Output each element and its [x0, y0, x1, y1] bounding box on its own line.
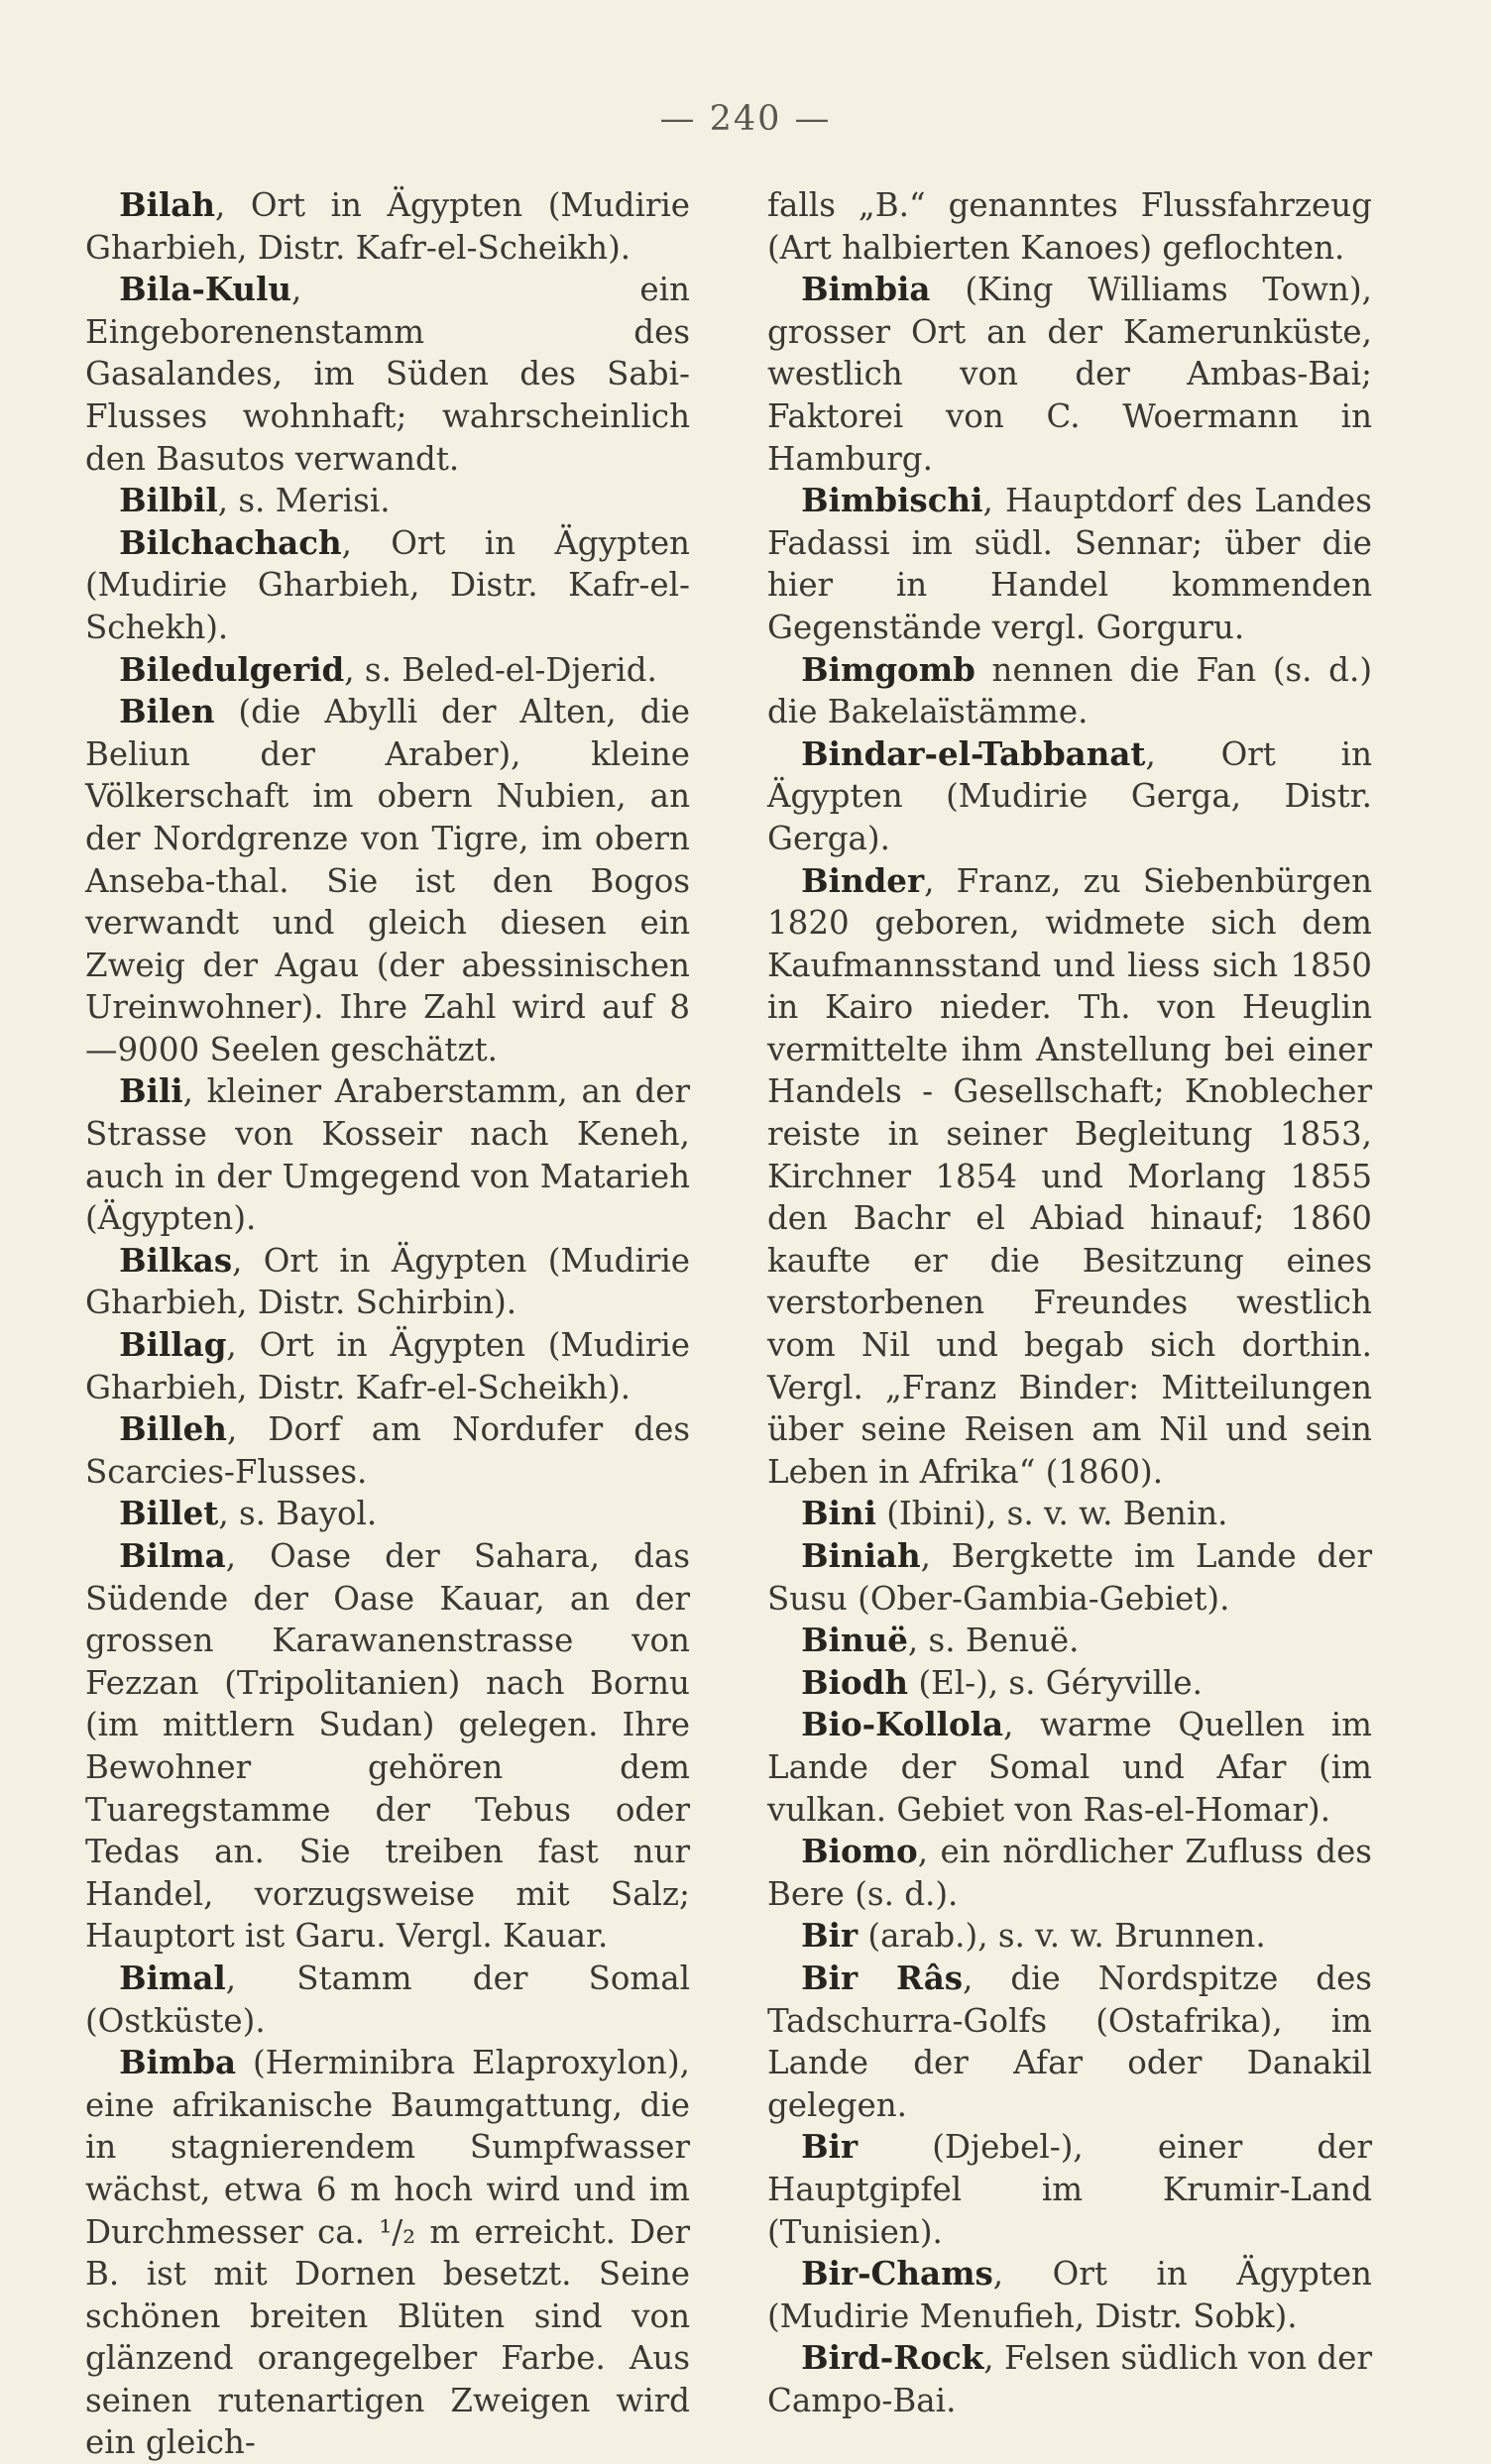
entry-headword: Binuë — [801, 1621, 908, 1660]
entry-text: , Ort in Ägypten (Mudirie Menufieh, Distr. Sobk). — [767, 2255, 1372, 2335]
entry-headword: Bimba — [119, 2043, 237, 2082]
dictionary-entry — [767, 733, 1372, 860]
entry-headword: Binder — [801, 860, 925, 900]
entry-text: (Herminibra Elaproxylon), eine afrikanische Baumgattung, die in stagnierendem Sumpfwasser wächst, etwa 6 m hoch wird und im Durchmesser ca. ¹/₂ m erreicht. Der B. ist mit Dornen besetzt. Seine schönen breiten Blüten sind von glänzend orangegelber Farbe. Aus seinen rutenartigen Zweigen wird ein gleich- — [85, 2044, 690, 2462]
dictionary-entry — [767, 1915, 1372, 1958]
entry-text: (die Abylli der Alten, die Beliun der Araber), kleine Völkerschaft im obern Nubien, an der Nordgrenze von Tigre, im obern Anseba-thal. Sie ist den Bogos verwandt und gleich diesen ein Zweig der Agau (der abessinischen Ureinwohner). Ihre Zahl wird auf 8—9000 Seelen geschätzt. — [85, 693, 690, 1068]
entry-text: , ein Eingeborenenstamm des Gasalandes, im Süden des Sabi-Flusses wohnhaft; wahrscheinlich den Basutos verwandt. — [85, 271, 690, 478]
dictionary-entry — [767, 2253, 1372, 2337]
entry-text: , die Nordspitze des Tadschurra-Golfs (Ostafrika), im Lande der Afar oder Danakil gelegen. — [767, 1959, 1372, 2124]
entry-headword: Bilen — [119, 692, 215, 731]
dictionary-entry — [767, 1493, 1372, 1535]
dictionary-entry — [767, 1831, 1372, 1915]
dictionary-entry — [767, 2126, 1372, 2253]
entry-headword: Bir Râs — [801, 1958, 964, 1997]
entry-headword: Biomo — [801, 1832, 918, 1871]
entry-text: , s. Merisi. — [217, 482, 391, 520]
dictionary-entry — [85, 269, 690, 480]
entry-text: , s. Benuë. — [907, 1622, 1080, 1660]
entry-text: (El-), s. Géryville. — [907, 1663, 1203, 1702]
entry-headword: Billeh — [119, 1409, 227, 1449]
entry-headword: Bila-Kulu — [119, 270, 291, 309]
entry-headword: Bindar-el-Tabbanat — [801, 733, 1146, 773]
entry-headword: Bio-Kollola — [801, 1705, 1004, 1744]
entry-headword: Bir — [801, 2127, 859, 2167]
dictionary-entry — [85, 691, 690, 1070]
entry-text: (King Williams Town), grosser Ort an der Kamerunküste, westlich von der Ambas-Bai; Faktorei von C. Woermann in Hamburg. — [767, 271, 1372, 478]
entry-headword: Bini — [801, 1494, 876, 1533]
entry-text: (Ibini), s. v. w. Benin. — [875, 1495, 1228, 1533]
dictionary-entry — [85, 649, 690, 692]
left-column — [85, 184, 690, 2464]
dictionary-entry — [767, 649, 1372, 733]
dictionary-entry — [767, 860, 1372, 1494]
entry-text: , Ort in Ägypten (Mudirie Gharbieh, Distr. Schirbin). — [85, 1241, 690, 1322]
entry-text: , Ort in Ägypten (Mudirie Gharbieh, Distr. Kafr-el-Scheikh). — [85, 1326, 690, 1406]
entry-text: , kleiner Araberstamm, an der Strasse von Kosseir nach Keneh, auch in der Umgegend von Matarieh (Ägypten). — [85, 1072, 690, 1238]
entry-headword: Bird-Rock — [801, 2338, 984, 2378]
entry-text: nennen die Fan (s. d.) die Bakelaïstämme. — [767, 650, 1372, 731]
entry-text: , Oase der Sahara, das Südende der Oase Kauar, an der grossen Karawanenstrasse von Fezzan (Tripolitanien) nach Bornu (im mittlern Sudan) gelegen. Ihre Bewohner gehören dem Tuaregstamme der Tebus oder Tedas an. Sie treiben fast nur Handel, vorzugsweise mit Salz; Hauptort ist Garu. Vergl. Kauar. — [85, 1537, 690, 1956]
dictionary-entry — [767, 1620, 1372, 1662]
entry-headword: Bilbil — [119, 481, 218, 520]
entry-headword: Bilah — [119, 185, 215, 224]
entry-headword: Billag — [119, 1325, 227, 1365]
page-number: — 240 — — [659, 99, 832, 139]
entry-headword: Bimgomb — [801, 649, 975, 689]
entry-text: , Bergkette im Lande der Susu (Ober-Gambia-Gebiet). — [767, 1537, 1372, 1618]
entry-headword: Bilkas — [119, 1240, 233, 1280]
dictionary-entry-continuation — [767, 184, 1372, 269]
entry-headword: Billet — [119, 1494, 219, 1533]
entry-headword: Biledulgerid — [119, 649, 345, 689]
dictionary-entry — [767, 1958, 1372, 2126]
entry-headword: Bimbischi — [801, 481, 983, 520]
entry-text: , ein nördlicher Zufluss des Bere (s. d.). — [767, 1833, 1372, 1913]
dictionary-entry — [85, 480, 690, 522]
entry-text: , s. Bayol. — [218, 1495, 378, 1533]
dictionary-entry — [85, 1493, 690, 1535]
entry-text: , Hauptdorf des Landes Fadassi im südl. Sennar; über die hier in Handel kommenden Gegenstände vergl. Gorguru. — [767, 482, 1372, 646]
entry-text: , Ort in Ägypten (Mudirie Gerga, Distr. Gerga). — [767, 734, 1372, 857]
entry-text: , Stamm der Somal (Ostküste). — [85, 1959, 690, 2040]
entry-text: (Djebel-), einer der Hauptgipfel im Krumir-Land (Tunisien). — [767, 2128, 1372, 2251]
entry-headword: Bimbia — [801, 270, 931, 309]
dictionary-entry — [85, 1324, 690, 1408]
entry-headword: Bilchachach — [119, 522, 342, 562]
entry-headword: Bir — [801, 1916, 859, 1956]
entry-text: , s. Beled-el-Djerid. — [344, 650, 657, 689]
dictionary-entry — [85, 522, 690, 649]
entry-text: (arab.), s. v. w. Brunnen. — [858, 1917, 1266, 1956]
dictionary-entry — [85, 1240, 690, 1324]
dictionary-entry — [767, 2337, 1372, 2421]
right-column — [767, 184, 1372, 2421]
dictionary-entry — [85, 1070, 690, 1239]
entry-text: falls „B.“ genanntes Flussfahrzeug (Art halbierten Kanoes) geflochten. — [767, 186, 1372, 267]
entry-text: , Felsen südlich von der Campo-Bai. — [767, 2339, 1372, 2419]
dictionary-entry — [767, 1704, 1372, 1831]
entry-headword: Bimal — [119, 1958, 226, 1997]
dictionary-entry — [85, 1408, 690, 1493]
entry-text: , Franz, zu Siebenbürgen 1820 geboren, widmete sich dem Kaufmannsstand und liess sich 1850 in Kairo nieder. Th. von Heuglin vermittelte ihm Anstellung bei einer Handels - Gesellschaft; Knoblecher reiste in seiner Begleitung 1853, Kirchner 1854 und Morlang 1855 den Bachr el Abiad hinauf; 1860 kaufte er die Besitzung eines verstorbenen Freundes westlich vom Nil und begab sich dorthin. Vergl. „Franz Binder: Mitteilungen über seine Reisen am Nil und sein Leben in Afrika“ (1860). — [767, 861, 1372, 1491]
entry-text: , Ort in Ägypten (Mudirie Gharbieh, Distr. Kafr-el-Schekh). — [85, 523, 690, 646]
dictionary-entry — [85, 1958, 690, 2042]
entry-text: , Dorf am Nordufer des Scarcies-Flusses. — [85, 1410, 690, 1491]
dictionary-entry — [85, 1535, 690, 1958]
entry-headword: Bilma — [119, 1536, 226, 1575]
dictionary-entry — [85, 184, 690, 269]
dictionary-entry — [767, 1662, 1372, 1705]
dictionary-entry — [767, 480, 1372, 648]
entry-headword: Bir-Chams — [801, 2254, 993, 2294]
entry-text: , warme Quellen im Lande der Somal und Afar (im vulkan. Gebiet von Ras-el-Homar). — [767, 1706, 1372, 1829]
entry-headword: Biniah — [801, 1536, 921, 1575]
dictionary-entry — [767, 269, 1372, 480]
dictionary-entry — [85, 2042, 690, 2464]
dictionary-entry — [767, 1535, 1372, 1620]
entry-text: , Ort in Ägypten (Mudirie Gharbieh, Distr. Kafr-el-Scheikh). — [85, 186, 690, 267]
entry-headword: Bili — [119, 1071, 183, 1111]
entry-headword: Biodh — [801, 1662, 908, 1702]
